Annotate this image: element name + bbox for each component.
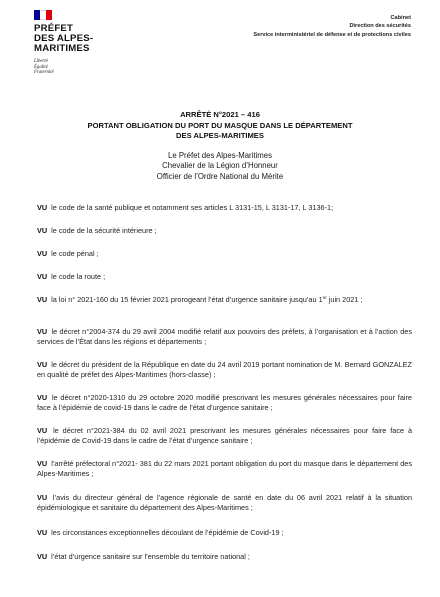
vu-clause-text: la loi n° 2021-160 du 15 février 2021 prorogeant l’état d’urgence sanitaire jusqu’au 1 xyxy=(51,295,323,304)
vu-keyword: VU xyxy=(37,393,48,402)
vu-keyword: VU xyxy=(37,295,48,304)
vu-clause-text: le code la route ; xyxy=(51,272,106,281)
vu-keyword: VU xyxy=(37,360,48,369)
vu-keyword: VU xyxy=(37,226,48,235)
vu-clause-superscript: er xyxy=(322,295,327,300)
prefecture-name-line: DES ALPES- xyxy=(34,33,94,45)
vu-keyword: VU xyxy=(37,249,48,258)
vu-clause xyxy=(37,327,412,347)
vu-keyword: VU xyxy=(37,272,48,281)
decree-title-line: DES ALPES-MARITIMES xyxy=(176,131,264,141)
vu-keyword: VU xyxy=(37,459,48,468)
office-line: Cabinet xyxy=(390,15,411,21)
vu-clause xyxy=(37,426,412,446)
decree-title-line: PORTANT OBLIGATION DU PORT DU MASQUE DANS LE DÉPARTEMENT xyxy=(87,120,353,130)
vu-clause xyxy=(37,226,412,236)
issuing-office xyxy=(253,14,411,39)
vu-clause xyxy=(37,552,412,562)
vu-clause-text: l’état d’urgence sanitaire sur l’ensemble du territoire national ; xyxy=(51,552,250,561)
authority-block xyxy=(0,151,440,182)
vu-clause-text: le décret du président de la République en date du 24 avril 2019 portant nomination de M. Bernard GONZALEZ en qualité de préfet des Alpes-Maritimes (hors-classe) ; xyxy=(37,360,412,379)
vu-clause xyxy=(37,249,412,259)
prefecture-name-line: PRÉFET xyxy=(34,23,74,34)
vu-keyword: VU xyxy=(37,203,48,212)
vu-clause xyxy=(37,272,412,282)
vu-clause-text: le décret n°2021-384 du 02 avril 2021 prescrivant les mesures générales nécessaires pour faire face à l’épidémie de Covid-19 dans le cadre de l’état d’urgence sanitaire ; xyxy=(37,426,413,445)
office-line: Service interministériel de défense et de protections civiles xyxy=(253,31,411,38)
prefecture-name-line: MARITIMES xyxy=(34,43,90,55)
french-flag-icon xyxy=(34,10,52,20)
vu-clause-text: le décret n°2004-374 du 29 avril 2004 modifié relatif aux pouvoirs des préfets, à l’organisation et à l’action des services de l’État dans les régions et départements ; xyxy=(37,327,412,346)
authority-line: Officier de l’Ordre National du Mérite xyxy=(156,171,284,181)
motto-line: Fraternité xyxy=(34,70,54,76)
vu-keyword: VU xyxy=(37,493,48,502)
decree-title-line: ARRÊTÉ N°2021 – 416 xyxy=(180,110,260,119)
vu-clause xyxy=(37,295,412,305)
vu-clause-text: les circonstances exceptionnelles découlant de l’épidémie de Covid-19 ; xyxy=(51,528,284,537)
vu-clause-text: le décret n°2020-1310 du 29 octobre 2020 modifié prescrivant les mesures générales nécessaires pour faire face à l’épidémie de covid-19 dans le cadre de l’état d’urgence sanitaire ; xyxy=(37,393,412,412)
vu-clause-text: l’avis du directeur général de l’agence régionale de santé en date du 06 avril 2021 relatif à la situation épidémiologique et sanitaire du département des Alpes-Maritimes ; xyxy=(37,493,413,512)
vu-keyword: VU xyxy=(37,552,48,561)
authority-line: Le Préfet des Alpes-Maritimes xyxy=(167,151,272,160)
vu-clause xyxy=(37,203,412,213)
vu-keyword: VU xyxy=(37,426,48,435)
vu-clause xyxy=(37,459,412,479)
motto-line: Égalité xyxy=(34,64,48,70)
vu-clause-text-end: juin 2021 ; xyxy=(326,295,363,304)
vu-clause-text: l’arrêté préfectoral n°2021- 381 du 22 mars 2021 portant obligation du port du masque dans le département des Alpes-Maritimes ; xyxy=(37,459,413,478)
vu-keyword: VU xyxy=(37,327,48,336)
authority-line: Chevalier de la Légion d’Honneur xyxy=(162,161,278,171)
office-line: Direction des sécurités xyxy=(349,23,411,30)
vu-clause-text: le code de la santé publique et notamment ses articles L 3131-15, L 3131-17, L 3136-1; xyxy=(51,203,334,212)
prefecture-name xyxy=(34,24,154,55)
vu-clause-text: le code pénal ; xyxy=(51,249,99,258)
decree-title xyxy=(0,110,440,142)
vu-clause xyxy=(37,393,412,413)
motto-line: Liberté xyxy=(34,59,48,64)
vu-clause xyxy=(37,493,412,513)
vu-clause xyxy=(37,360,412,380)
vu-keyword: VU xyxy=(37,528,48,537)
vu-clause-text: le code de la sécurité intérieure ; xyxy=(51,226,157,235)
vu-clause xyxy=(37,528,412,538)
republic-motto xyxy=(34,59,54,76)
